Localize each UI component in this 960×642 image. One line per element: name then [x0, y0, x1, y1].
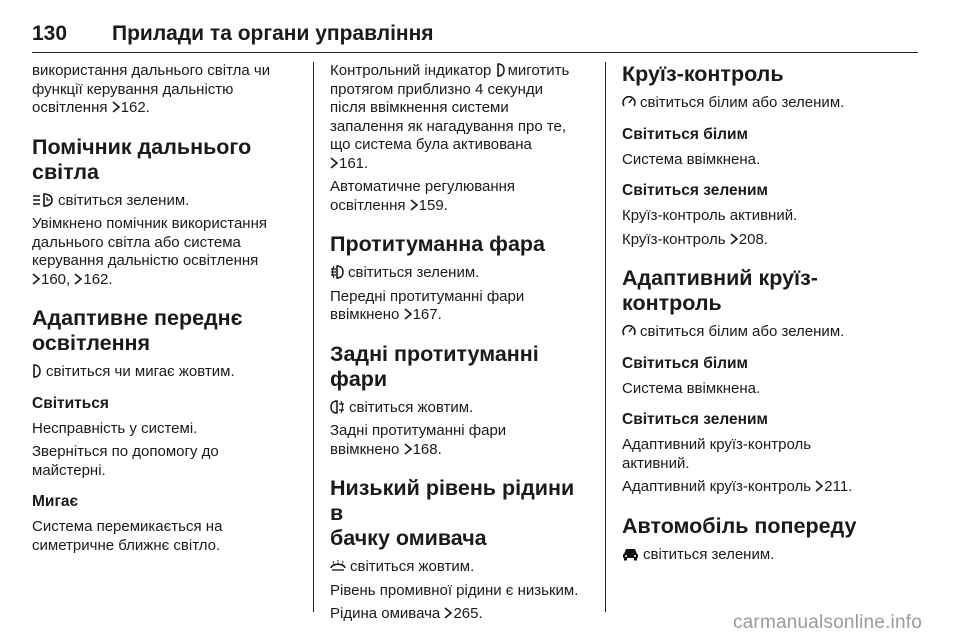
paragraph: Круїз-контроль активний.: [622, 207, 798, 224]
column-3: [622, 62, 922, 564]
paragraph: Увімкнено помічник використання дальнього світла або система керування дальністю освітлення 160, 162.: [32, 215, 267, 288]
paragraph: Рідина омивача 265.: [330, 605, 483, 622]
reference-arrow-icon: [404, 308, 412, 320]
subsection-title: Світиться зеленим: [622, 182, 768, 199]
cruise-control-icon: [622, 95, 636, 109]
page-ref[interactable]: 265.: [453, 605, 483, 622]
section-title: Адаптивне переднє освітлення: [32, 306, 243, 355]
reference-arrow-icon: [74, 273, 82, 285]
reference-arrow-icon: [815, 480, 823, 492]
reference-arrow-icon: [404, 443, 412, 455]
page-header: [32, 22, 918, 53]
page-ref[interactable]: 161.: [339, 154, 369, 172]
page-ref[interactable]: 167.: [412, 306, 442, 323]
subsection-title: Мигає: [32, 493, 79, 510]
section-title: Автомобіль попереду: [622, 513, 857, 538]
section-title: Протитуманна фара: [330, 232, 546, 256]
reference-arrow-icon: [410, 199, 418, 211]
indicator-line: світиться зеленим.: [32, 192, 294, 211]
page-ref[interactable]: 162.: [83, 270, 113, 288]
column-1: [32, 62, 294, 555]
afl-icon: [496, 63, 506, 77]
indicator-line: світиться зеленим.: [622, 546, 922, 565]
afl-icon: [32, 364, 42, 378]
paragraph: Система перемикається на симетричне ближнє світло.: [32, 518, 223, 554]
reference-arrow-icon: [32, 273, 40, 285]
paragraph: Передні протитуманні фари ввімкнено 167.: [330, 287, 525, 323]
paragraph: Система ввімкнена.: [622, 379, 761, 397]
paragraph: Адаптивний круїз-контроль активний.: [622, 436, 812, 472]
paragraph: Система ввімкнена.: [622, 150, 761, 168]
paragraph: Автоматичне регулювання освітлення 159.: [330, 178, 516, 214]
paragraph: використання дальнього світла чи функції керування дальністю освітлення 162.: [32, 62, 271, 116]
column-divider: [313, 62, 314, 612]
page-ref[interactable]: 211.: [824, 478, 853, 495]
paragraph: Задні протитуманні фари ввімкнено 168.: [330, 422, 507, 458]
high-beam-assist-icon: [32, 193, 54, 207]
column-2: [330, 62, 592, 624]
indicator-line: світиться чи мигає жовтим.: [32, 363, 294, 382]
vehicle-ahead-icon: [622, 547, 639, 561]
indicator-line: світиться зеленим.: [330, 264, 592, 283]
page-number: 130: [32, 22, 68, 45]
subsection-title: Світиться: [32, 394, 109, 412]
subsection-title: Світиться зеленим: [622, 411, 768, 428]
section-title: Круїз-контроль: [622, 62, 784, 86]
chapter-title: Прилади та органи управління: [112, 22, 434, 45]
subsection-title: Світиться білим: [622, 354, 748, 372]
reference-arrow-icon: [112, 101, 120, 113]
page-ref[interactable]: 162.: [120, 99, 150, 116]
indicator-line: світиться білим або зеленим.: [622, 323, 922, 342]
front-fog-icon: [330, 265, 344, 279]
reference-arrow-icon: [730, 233, 738, 245]
watermark: carmanualsonline.info: [732, 612, 922, 633]
page-ref[interactable]: 160,: [41, 270, 71, 288]
indicator-line: світиться білим або зеленим.: [622, 94, 922, 113]
column-divider: [605, 62, 606, 612]
page-ref[interactable]: 208.: [738, 230, 768, 248]
washer-fluid-icon: [330, 559, 346, 573]
page-ref[interactable]: 159.: [418, 196, 448, 214]
reference-arrow-icon: [444, 607, 452, 619]
page-ref[interactable]: 168.: [412, 440, 442, 458]
paragraph: Адаптивний круїз-контроль 211.: [622, 478, 853, 495]
subsection-title: Світиться білим: [622, 125, 748, 143]
section-title: Задні протитуманні фари: [330, 341, 539, 391]
indicator-line: світиться жовтим.: [330, 399, 592, 418]
section-title: Помічник дальнього світла: [32, 134, 252, 184]
section-title: Адаптивний круїз- контроль: [622, 266, 818, 315]
section-title: Низький рівень рідини в бачку омивача: [330, 476, 575, 550]
paragraph: Несправність у системі.: [32, 419, 198, 437]
paragraph: Рівень промивної рідини є низьким.: [330, 581, 579, 599]
rear-fog-icon: [330, 400, 345, 414]
paragraph: Зверніться по допомогу до майстерні.: [32, 443, 219, 479]
paragraph: Круїз-контроль 208.: [622, 230, 768, 248]
paragraph: Контрольний індикатор миготить протягом приблизно 4 секунди після ввімкнення системи запалення як нагадування про те, що система була активована 161.: [330, 62, 570, 172]
cruise-control-icon: [622, 324, 636, 338]
indicator-line: світиться жовтим.: [330, 558, 592, 577]
reference-arrow-icon: [330, 157, 338, 169]
